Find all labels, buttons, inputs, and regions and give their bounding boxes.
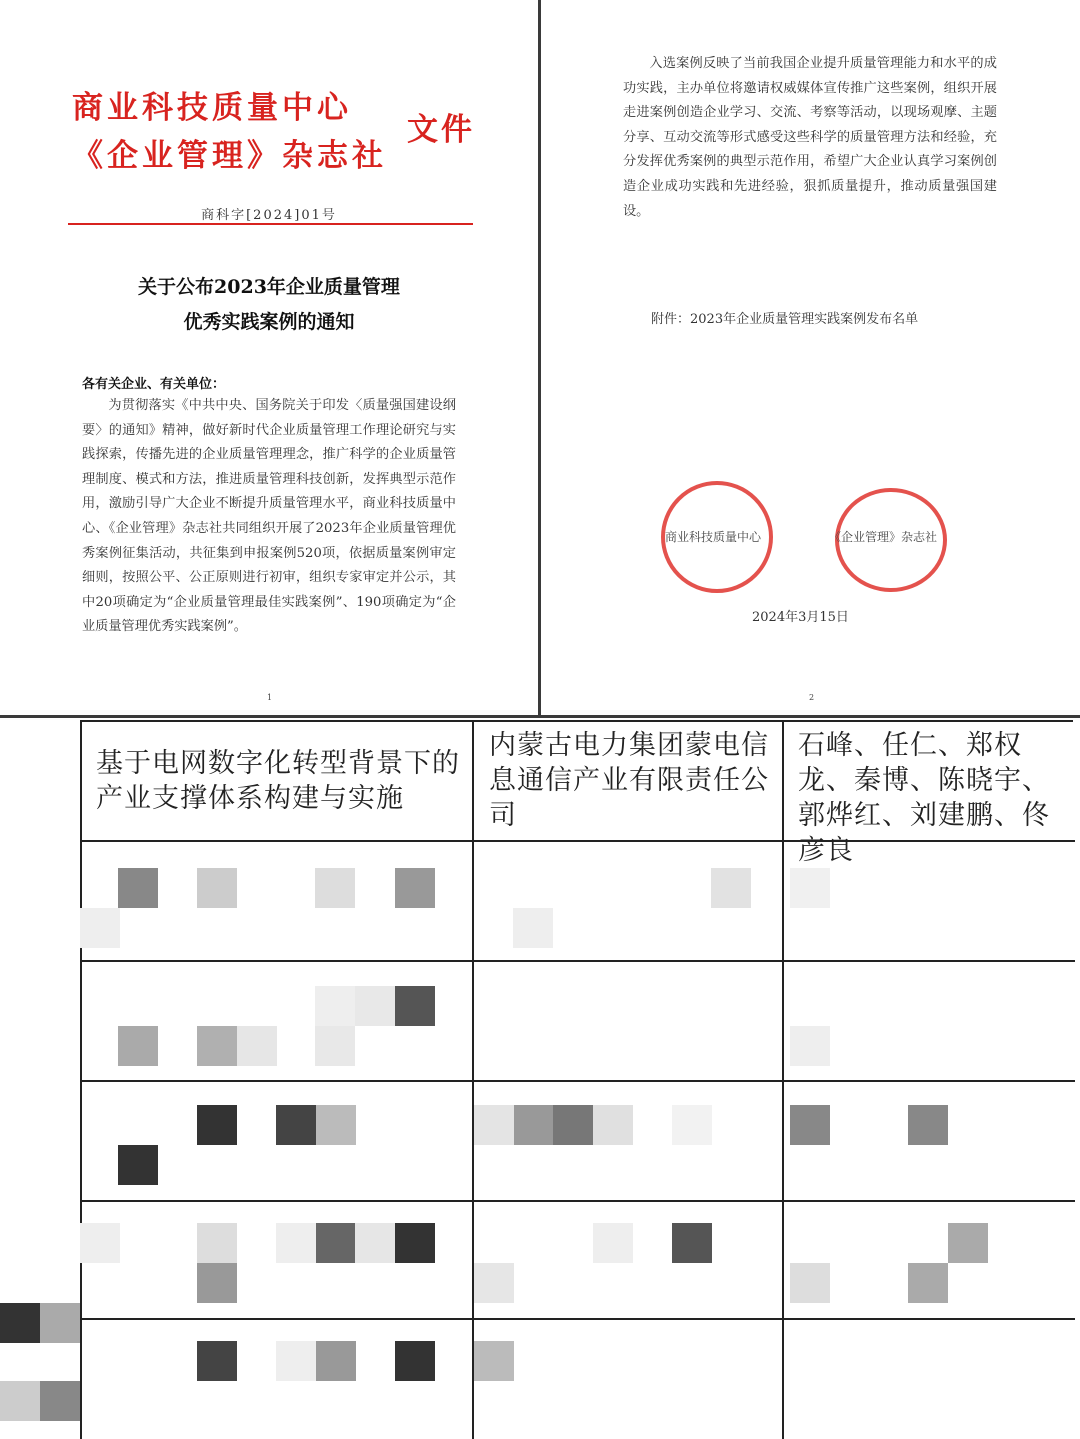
redaction-block (197, 1105, 237, 1145)
table-top-border (80, 720, 1073, 722)
redaction-block (315, 1026, 355, 1066)
redaction-block (316, 1341, 356, 1381)
table-row-border (80, 960, 1075, 962)
redaction-block (593, 1223, 633, 1263)
notice-page-2 (541, 0, 1080, 715)
document-number: 商科字[2024]01号 (201, 208, 337, 223)
redaction-block (40, 1381, 80, 1421)
page-number: 1 (267, 693, 273, 702)
redaction-block (948, 1223, 988, 1263)
redaction-block (197, 1223, 237, 1263)
redaction-block (276, 1105, 316, 1145)
redaction-block (118, 868, 158, 908)
redaction-block (790, 868, 830, 908)
redaction-block (316, 1223, 356, 1263)
redaction-block (315, 868, 355, 908)
table-column-border (472, 720, 474, 1439)
page-number-2: 2 (809, 693, 815, 702)
redaction-block (315, 986, 355, 1026)
attachment-line: 附件：2023年企业质量管理实践案例发布名单 (651, 312, 919, 327)
redaction-block (711, 868, 751, 908)
redaction-block (316, 1105, 356, 1145)
redaction-block (395, 868, 435, 908)
redaction-block (118, 1145, 158, 1185)
document-type-label: 文件 (407, 112, 475, 148)
redaction-block (513, 908, 553, 948)
redaction-block (197, 1341, 237, 1381)
signer-name-2: 《企业管理》杂志社 (829, 530, 938, 544)
table-row-border (80, 1080, 1075, 1082)
redaction-block (237, 1026, 277, 1066)
redaction-block (672, 1223, 712, 1263)
notice-title-line1: 关于公布2023年企业质量管理 (138, 276, 400, 298)
table-row-border (80, 1318, 1075, 1320)
redaction-block (395, 1223, 435, 1263)
table-cell-company: 内蒙古电力集团蒙电信息通信产业有限责任公司 (489, 730, 769, 831)
redaction-block (395, 1341, 435, 1381)
issuer-name-line1: 商业科技质量中心 (72, 90, 352, 126)
table-column-border (782, 720, 784, 1439)
redaction-block (474, 1341, 514, 1381)
notice-body-paragraph: 为贯彻落实《中共中央、国务院关于印发〈质量强国建设纲要〉的通知》精神，做好新时代企业质量管理工作理论研究与实践探索，传播先进的企业质量管理理念，推广科学的企业质量管理制度、模式和方法，推进质量管理科技创新，发挥典型示范作用，激励引导广大企业不断提升质量管理水平，商业科技质量中心、《企业管理》杂志社共同组织开展了2023年企业质量管理优秀案例征集活动，共征集到申报案例520项，依据质量案例审定细则，按照公平、公正原则进行初审，组织专家审定并公示，其中20项确定为“企业质量管理最佳实践案例”、190项确定为“企业质量管理优秀实践案例”。 (82, 398, 456, 635)
redaction-block (395, 986, 435, 1026)
redaction-block (197, 1026, 237, 1066)
redaction-block (908, 1263, 948, 1303)
red-header-rule (68, 223, 473, 225)
redaction-block (790, 1263, 830, 1303)
redaction-block (276, 1341, 316, 1381)
salutation: 各有关企业、有关单位： (82, 377, 226, 392)
redaction-block (355, 1223, 395, 1263)
redaction-block (474, 1263, 514, 1303)
redaction-block (80, 1223, 120, 1263)
redaction-block (553, 1105, 593, 1145)
redaction-block (672, 1105, 712, 1145)
notice-body-paragraph-2: 入选案例反映了当前我国企业提升质量管理能力和水平的成功实践，主办单位将邀请权威媒体宣传推广这些案例，组织开展走进案例创造企业学习、交流、考察等活动，以现场观摩、主题分享、互动交流等形式感受这些科学的质量管理方法和经验，充分发挥优秀案例的典型示范作用，希望广大企业认真学习案例创造企业成功实践和先进经验，狠抓质量提升，推动质量强国建设。 (623, 56, 997, 219)
redaction-block (0, 1381, 40, 1421)
notice-page-1 (0, 0, 538, 715)
redaction-block (790, 1105, 830, 1145)
redaction-block (514, 1105, 554, 1145)
issuer-name-line2: 《企业管理》杂志社 (72, 138, 387, 174)
redaction-block (40, 1303, 80, 1343)
issue-date: 2024年3月15日 (752, 610, 849, 625)
redaction-block (118, 1026, 158, 1066)
redaction-block (276, 1223, 316, 1263)
redaction-block (355, 986, 395, 1026)
redaction-block (80, 908, 120, 948)
signer-name-1: 商业科技质量中心 (665, 530, 762, 544)
table-cell-participants: 石峰、任仁、郑权龙、秦博、陈晓宇、郭烨红、刘建鹏、佟彦良 (798, 730, 1050, 866)
case-list-table (0, 718, 1080, 1439)
redaction-block (908, 1105, 948, 1145)
table-left-border (80, 720, 82, 1439)
redaction-block (593, 1105, 633, 1145)
notice-title-line2: 优秀实践案例的通知 (183, 311, 355, 333)
redaction-block (790, 1026, 830, 1066)
redaction-block (197, 868, 237, 908)
redaction-block (474, 1105, 514, 1145)
redaction-block (0, 1303, 40, 1343)
redaction-block (197, 1263, 237, 1303)
table-cell-project-name: 基于电网数字化转型背景下的产业支撑体系构建与实施 (96, 748, 460, 814)
table-row-border (80, 1200, 1075, 1202)
